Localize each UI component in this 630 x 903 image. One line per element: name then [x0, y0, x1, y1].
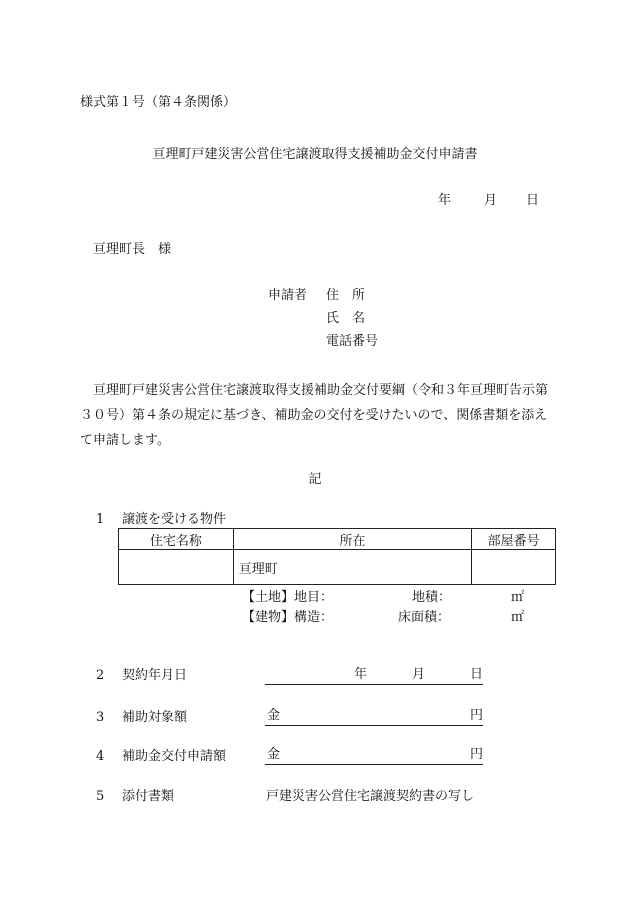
floor-area-unit: ㎡ — [511, 610, 525, 625]
header-house-name: 住宅名称 — [119, 529, 234, 550]
date-day-label: 日 — [526, 193, 540, 208]
header-location: 所在 — [233, 529, 471, 550]
section-3-number: 3 — [96, 710, 105, 725]
amount-prefix: 金 — [267, 747, 281, 762]
cell-house-name[interactable] — [119, 550, 234, 585]
table-row — [119, 550, 556, 585]
contract-year-label: 年 — [354, 667, 368, 682]
application-statement: 亘理町戸建災害公営住宅譲渡取得支援補助金交付要綱（令和３年亘理町告示第３０号）第４条の規定に基づき、補助金の交付を受けたいので、関係書類を添えて申請します。 — [80, 383, 549, 448]
subsidy-target-amount-field[interactable] — [265, 708, 483, 726]
form-number: 様式第１号（第４条関係） — [80, 95, 237, 110]
section-4-number: 4 — [96, 749, 105, 764]
property-table — [118, 528, 556, 585]
amount-suffix: 円 — [469, 708, 483, 723]
document-title: 亘理町戸建災害公営住宅譲渡取得支援補助金交付申請書 — [152, 147, 478, 162]
section-3-label: 補助対象額 — [122, 710, 188, 725]
applicant-address-label: 住 所 — [326, 288, 366, 303]
header-room-number: 部屋番号 — [472, 529, 556, 550]
cell-location[interactable]: 亘理町 — [233, 550, 471, 585]
applicant-name-label: 氏 名 — [326, 311, 366, 326]
land-category-label: 【土地】地目： — [242, 590, 334, 605]
land-area-unit: ㎡ — [511, 590, 525, 605]
contract-day-label: 日 — [470, 667, 484, 682]
applicant-phone-label: 電話番号 — [326, 334, 379, 349]
section-2-label: 契約年月日 — [122, 668, 188, 683]
applicant-label: 申請者 — [268, 288, 308, 303]
cell-room-number[interactable] — [472, 550, 556, 585]
ki-heading: 記 — [308, 472, 322, 487]
section-4-label: 補助金交付申請額 — [122, 749, 227, 764]
land-area-label: 地積： — [412, 590, 452, 605]
floor-area-label: 床面積： — [398, 610, 451, 625]
building-structure-label: 【建物】構造： — [242, 610, 334, 625]
attachments-text: 戸建災害公営住宅譲渡契約書の写し — [266, 789, 475, 804]
contract-date-field[interactable] — [265, 667, 483, 685]
section-1-label: 譲渡を受ける物件 — [122, 512, 227, 527]
amount-prefix: 金 — [267, 708, 281, 723]
section-1-number: 1 — [96, 512, 105, 527]
amount-suffix: 円 — [469, 747, 483, 762]
addressee: 亘理町長 様 — [93, 242, 172, 257]
date-year-label: 年 — [438, 193, 452, 208]
subsidy-request-amount-field[interactable] — [265, 747, 483, 765]
section-5-number: 5 — [96, 789, 105, 804]
section-5-label: 添付書類 — [122, 789, 175, 804]
contract-month-label: 月 — [412, 667, 426, 682]
property-table-header — [119, 529, 556, 550]
date-month-label: 月 — [484, 193, 498, 208]
section-2-number: 2 — [96, 668, 105, 683]
